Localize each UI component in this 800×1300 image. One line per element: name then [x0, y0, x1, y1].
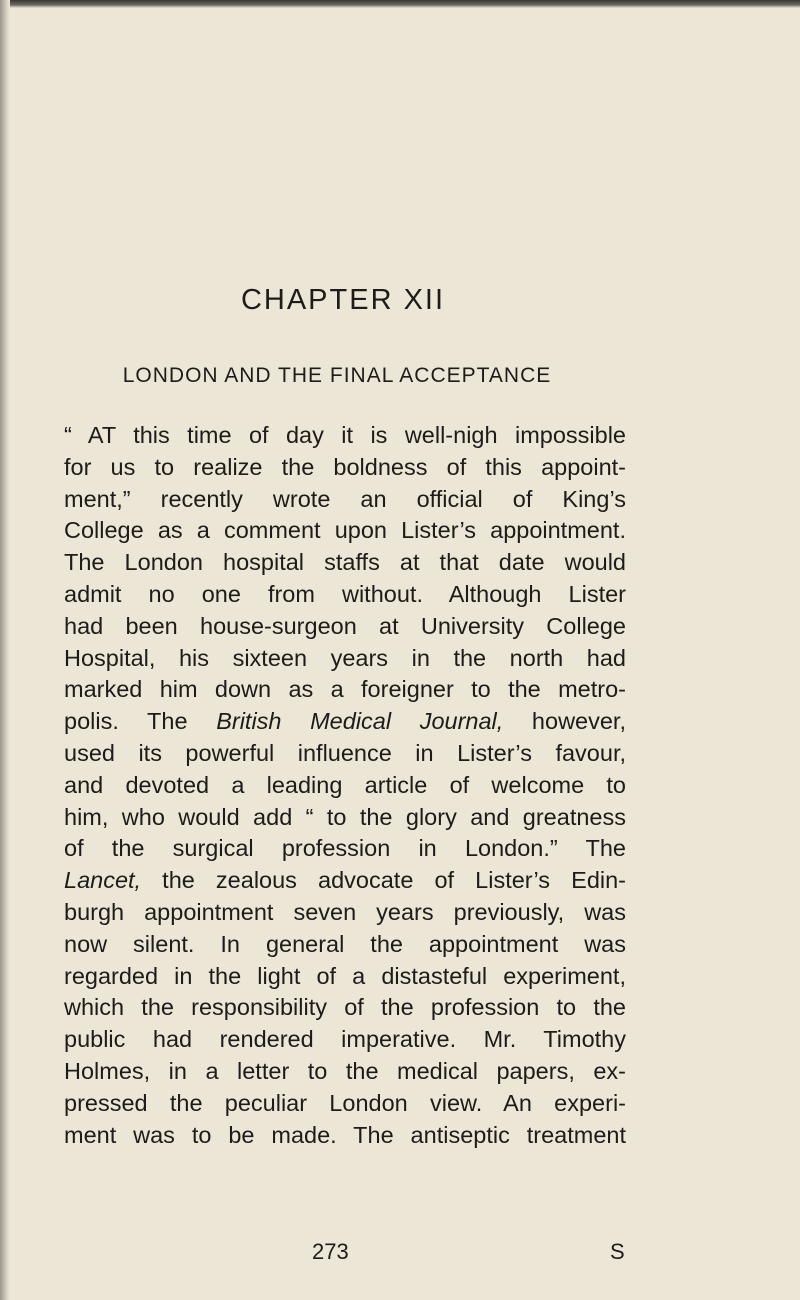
text-line: Lancet, the zealous advocate of Lister’s Edin- [64, 867, 626, 894]
text-line: Hospital, his sixteen years in the north had [64, 644, 626, 671]
page-number: 273 [312, 1239, 349, 1264]
text-line: polis. The British Medical Journal, however, [64, 708, 626, 735]
text-line: burgh appointment seven years previously, was [64, 898, 626, 925]
page-top-edge [0, 0, 800, 8]
text-line: had been house-surgeon at University College [64, 612, 626, 639]
text-line: “ AT this time of day it is well-nigh impossible [64, 422, 626, 448]
page-binding-edge [0, 0, 10, 1300]
text-line: used its powerful influence in Lister’s favour, [64, 739, 626, 766]
text-line: The London hospital staffs at that date would [64, 549, 626, 576]
text-line: pressed the peculiar London view. An experi- [64, 1089, 626, 1116]
text-line: admit no one from without. Although Lister [64, 580, 626, 607]
body-text [64, 420, 626, 1151]
publication-title: British Medical Journal, [216, 708, 504, 735]
text-line: and devoted a leading article of welcome to [64, 771, 626, 798]
text-line: marked him down as a foreigner to the metro- [64, 676, 626, 703]
chapter-heading: CHAPTER XII [240, 284, 446, 316]
chapter-title: LONDON AND THE FINAL ACCEPTANCE [122, 364, 552, 387]
text-line: for us to realize the boldness of this appoint- [64, 453, 626, 480]
text-line: which the responsibility of the profession to the [64, 994, 626, 1021]
text-line: him, who would add “ to the glory and greatness [64, 803, 626, 830]
text-line: regarded in the light of a distasteful experiment, [64, 962, 626, 989]
text-line: ment,” recently wrote an official of King’s [64, 485, 626, 512]
text-line: College as a comment upon Lister’s appointment. [64, 517, 626, 544]
text-line: of the surgical profession in London.” The [64, 835, 626, 862]
text-line: now silent. In general the appointment was [64, 930, 626, 957]
text-line: public had rendered imperative. Mr. Timothy [64, 1026, 626, 1053]
publication-title: Lancet, [64, 867, 142, 894]
text-line: ment was to be made. The antiseptic treatment [64, 1121, 626, 1148]
text-line: Holmes, in a letter to the medical papers, ex- [64, 1057, 626, 1084]
signature-mark: S [610, 1239, 625, 1264]
